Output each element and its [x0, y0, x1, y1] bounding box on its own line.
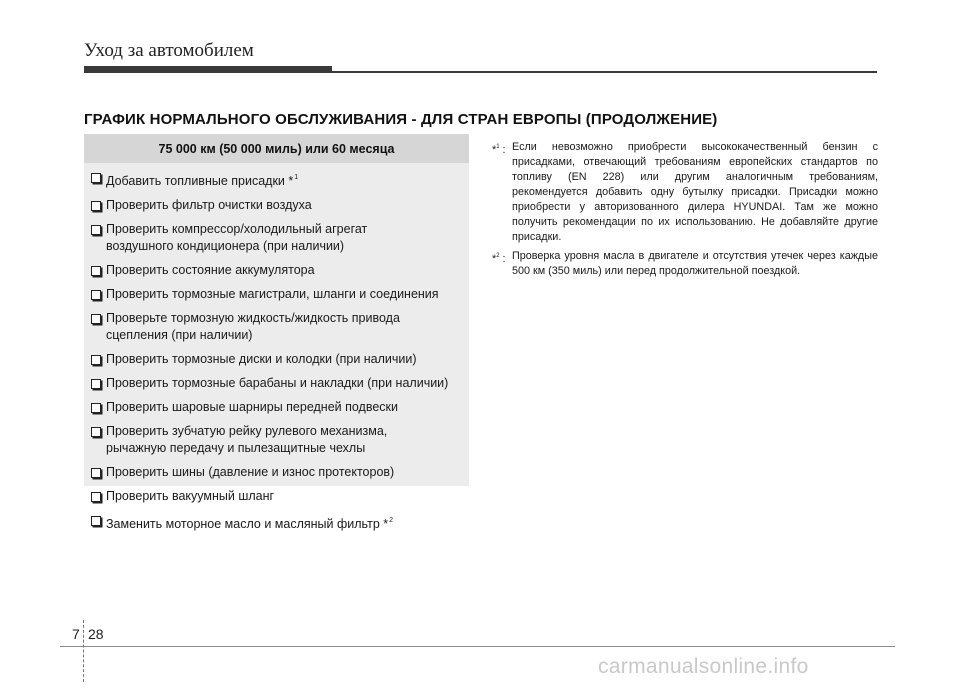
- maintenance-item-text: Проверить состояние аккумулятора: [106, 263, 315, 277]
- header-rule-thin: [332, 71, 877, 73]
- maintenance-item: [90, 488, 469, 505]
- maintenance-interval-box: [84, 134, 469, 531]
- page-number: 28: [88, 626, 104, 642]
- footnote-asterisk: *: [492, 144, 497, 156]
- footer-divider: [83, 620, 84, 682]
- footnote-ref: 2: [389, 517, 394, 524]
- checkbox-icon: [91, 201, 101, 211]
- footnote: [486, 249, 878, 279]
- footnote-number: 1: [496, 144, 500, 150]
- maintenance-item-list: [84, 163, 469, 533]
- maintenance-item-text: Проверить компрессор/холодильный агрегат воздушного кондиционера (при наличии): [106, 222, 368, 253]
- footnote-text: Проверка уровня масла в двигателе и отсутствия утечек через каждые 500 км (350 миль) или перед продолжительной поездкой.: [512, 250, 878, 277]
- footnote-number: 2: [496, 253, 500, 259]
- maintenance-item-text: Проверить шаровые шарниры передней подвески: [106, 400, 398, 414]
- checkbox-icon: [91, 379, 101, 389]
- maintenance-item-text: Проверить тормозные магистрали, шланги и соединения: [106, 287, 439, 301]
- maintenance-item: [90, 375, 469, 392]
- footnotes: [486, 140, 878, 283]
- checkbox-icon: [91, 355, 101, 365]
- footnote: [486, 140, 878, 245]
- maintenance-item-text: Проверить шины (давление и износ протекторов): [106, 465, 395, 479]
- watermark: carmanualsonline.info: [598, 655, 809, 678]
- maintenance-item: [90, 399, 469, 416]
- footnote-text: Если невозможно приобрести высококачественный бензин с присадками, отвечающий требованиям европейских стандартов по топливу (EN 228) или другим аналогичным требованиям, рекомендуется добавить одну бутылку присадки. Присадки можно приобрести у авторизованного дилера HYUNDAI. Там же можно получить рекомендации по их использованию. Не добавляйте другие присадки.: [512, 141, 878, 243]
- checkbox-icon: [91, 403, 101, 413]
- maintenance-item-text: Проверить вакуумный шланг: [106, 489, 275, 503]
- maintenance-item: [90, 262, 469, 279]
- maintenance-item: [90, 310, 469, 344]
- interval-title: 75 000 км (50 000 миль) или 60 месяца: [84, 134, 469, 163]
- checkbox-icon: [91, 314, 101, 324]
- maintenance-item: [90, 351, 469, 368]
- maintenance-item: [90, 423, 469, 457]
- chapter-title: Уход за автомобилем: [84, 40, 254, 61]
- maintenance-item: [90, 464, 469, 481]
- checkbox-icon: [91, 266, 101, 276]
- checkbox-icon: [91, 492, 101, 502]
- section-heading: ГРАФИК НОРМАЛЬНОГО ОБСЛУЖИВАНИЯ - ДЛЯ СТРАН ЕВРОПЫ (ПРОДОЛЖЕНИЕ): [84, 111, 718, 128]
- header-rule-thick: [84, 66, 332, 73]
- maintenance-item-text: Заменить моторное масло и масляный фильтр *: [106, 517, 389, 531]
- maintenance-item-text: Проверить зубчатую рейку рулевого механизма, рычажную передачу и пылезащитные чехлы: [106, 424, 388, 455]
- footnote-ref: 1: [294, 174, 299, 181]
- maintenance-item: [90, 221, 469, 255]
- checkbox-icon: [91, 290, 101, 300]
- footnote-marker: [492, 140, 506, 158]
- maintenance-item-text: Проверьте тормозную жидкость/жидкость привода сцепления (при наличии): [106, 311, 400, 342]
- maintenance-item: [90, 197, 469, 214]
- checkbox-icon: [91, 516, 101, 526]
- checkbox-icon: [91, 427, 101, 437]
- footnote-asterisk: *: [492, 253, 497, 265]
- footnote-separator: :: [499, 253, 506, 265]
- checkbox-icon: [91, 468, 101, 478]
- maintenance-item: [90, 169, 469, 190]
- checkbox-icon: [91, 173, 101, 183]
- maintenance-item-text: Проверить тормозные диски и колодки (при наличии): [106, 352, 417, 366]
- maintenance-item: [90, 512, 469, 533]
- footnote-separator: :: [499, 144, 506, 156]
- maintenance-item-text: Проверить фильтр очистки воздуха: [106, 198, 312, 212]
- maintenance-item: [90, 286, 469, 303]
- maintenance-item-text: Проверить тормозные барабаны и накладки (при наличии): [106, 376, 449, 390]
- checkbox-icon: [91, 225, 101, 235]
- footnote-marker: [492, 249, 506, 267]
- maintenance-item-text: Добавить топливные присадки *: [106, 174, 294, 188]
- chapter-number: 7: [72, 626, 80, 642]
- footer-rule: [60, 646, 895, 647]
